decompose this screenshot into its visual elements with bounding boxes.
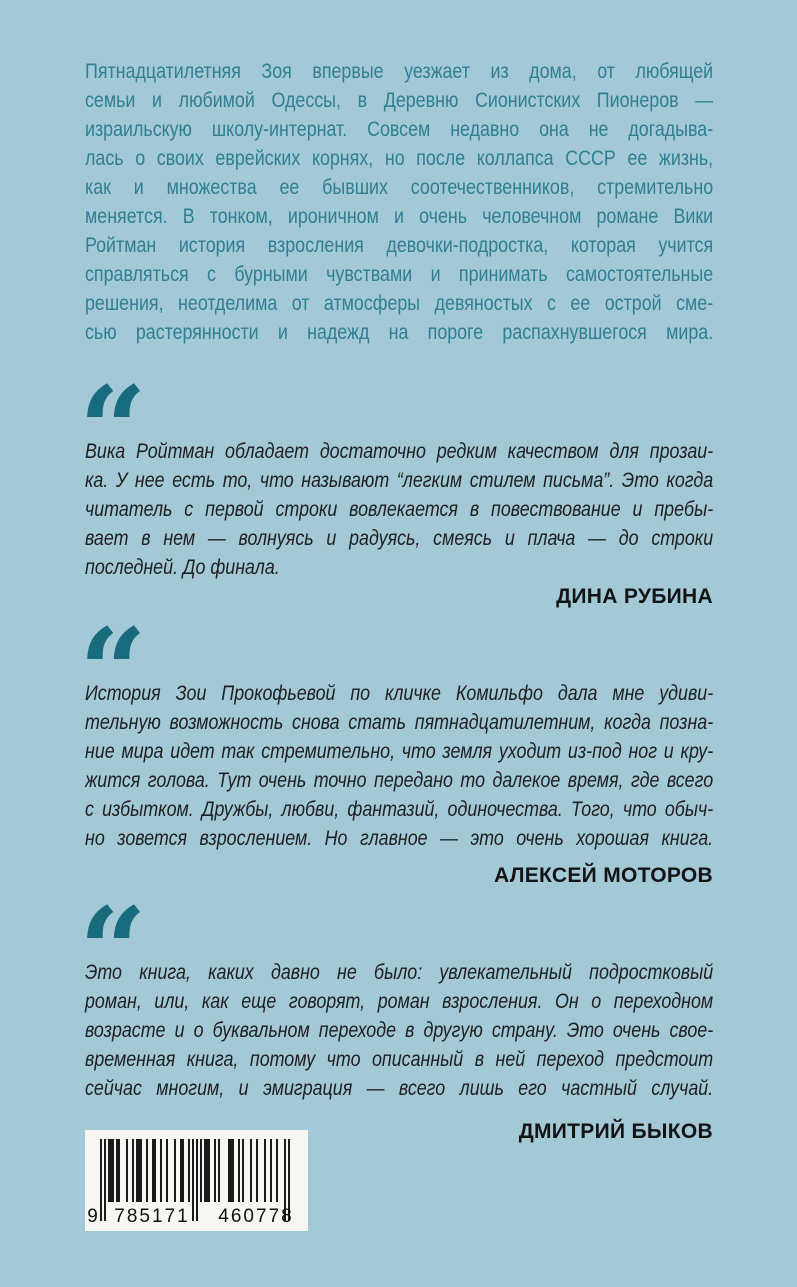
quote-attribution-2: АЛЕКСЕЙ МОТОРОВ (493, 864, 713, 887)
quote-icon: “ (79, 360, 141, 499)
quote-attribution-3: ДМИТРИЙ БЫКОВ (518, 1120, 713, 1143)
text-line: роман, или, как еще говорят, роман взросления. Он о переходном (85, 990, 714, 1013)
quote-text-1 (85, 437, 713, 582)
text-line: с избытком. Дружбы, любви, фантазий, одиночества. Того, что обыч- (85, 798, 714, 821)
text-line: читатель с первой строки вовлекается в повествование и пребы- (85, 498, 714, 521)
text-line: жится голова. Тут очень точно передано то далекое время, где всего (85, 769, 714, 792)
text-line: сью растерянности и надежд на пороге распахнувшегося мира. (85, 321, 714, 344)
text-line: Пятнадцатилетняя Зоя впервые уезжает из дома, от любящей (85, 60, 714, 83)
text-line: тельную возможность снова стать пятнадцатилетним, когда позна- (85, 711, 714, 734)
quote-text-3 (85, 958, 713, 1103)
quote-block-3 (79, 881, 714, 1146)
text-line: как и множества ее бывших соотечественников, стремительно (85, 176, 714, 199)
text-line: временная книга, потому что описанный в ней переход предстоит (85, 1048, 714, 1071)
text-line: сейчас многим, и эмиграция — всего лишь его частный случай. (85, 1077, 714, 1100)
quote-block-1 (79, 360, 714, 611)
text-line: Это книга, каких давно не было: увлекательный подростковый (85, 961, 714, 984)
isbn-barcode (85, 1130, 308, 1231)
text-line: лась о своих еврейских корнях, но после коллапса СССР ее жизнь, (85, 147, 714, 170)
text-line: возрасте и о буквальном переходе в другую страну. Это очень свое- (85, 1019, 714, 1042)
barcode-digits (85, 1207, 308, 1226)
text-line: меняется. В тонком, ироничном и очень человечном романе Вики (85, 205, 714, 228)
text-line: последней. До финала. (85, 556, 280, 579)
barcode-digit-group-left: 785171 (114, 1206, 190, 1227)
text-line: но зовется взрослением. Но главное — это очень хорошая книга. (85, 827, 714, 850)
text-line: решения, неотделима от атмосферы девяностых с ее острой сме- (85, 292, 714, 315)
text-line: ние мира идет так стремительно, что земля уходит из-под ног и кру- (85, 740, 714, 763)
barcode-digit-first: 9 (87, 1206, 98, 1227)
text-line: справляться с бурными чувствами и принимать самостоятельные (85, 263, 714, 286)
annotation-paragraph (85, 57, 713, 347)
text-line: израильскую школу-интернат. Совсем недавно она не догадыва- (85, 118, 714, 141)
text-line: История Зои Прокофьевой по кличке Комильфо дала мне удиви- (85, 682, 714, 705)
text-line: Ройтман история взросления девочки-подростка, которая учится (85, 234, 714, 257)
text-line: вает в нем — волнуясь и радуясь, смеясь и плача — до строки (85, 527, 714, 550)
text-line: Вика Ройтман обладает достаточно редким качеством для прозаи- (85, 440, 714, 463)
quote-text-2 (85, 679, 713, 853)
text-line: семьи и любимой Одессы, в Деревню Сионистских Пионеров — (85, 89, 714, 112)
quote-block-2 (79, 602, 714, 890)
text-line: ка. У нее есть то, что называют “легким стилем письма”. Это когда (85, 469, 714, 492)
quote-icon: “ (79, 602, 141, 741)
quote-attribution-1: ДИНА РУБИНА (556, 585, 713, 608)
quote-icon: “ (79, 881, 141, 1020)
barcode-digit-group-right: 460778 (218, 1206, 294, 1227)
